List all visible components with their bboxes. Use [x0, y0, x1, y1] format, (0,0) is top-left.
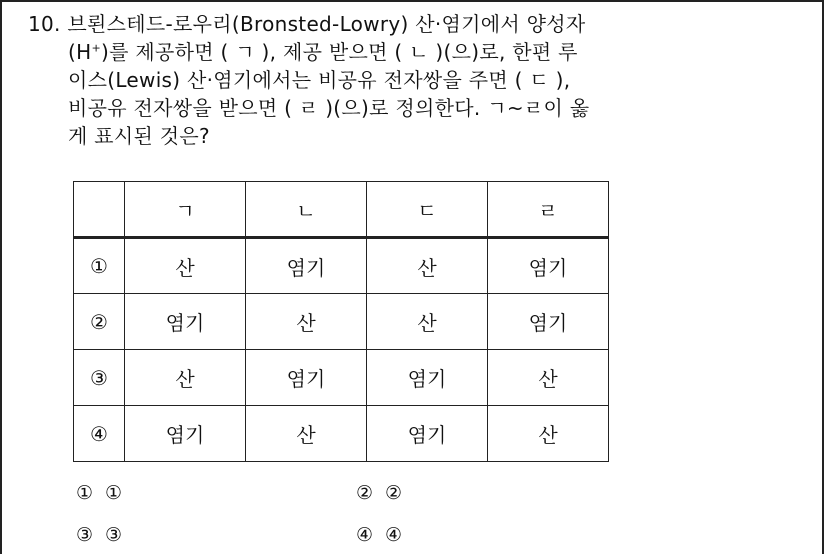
question-number: 10. [28, 12, 61, 36]
table-cell: 염기 [125, 294, 246, 350]
table-cell: 산 [125, 238, 246, 294]
table-cell: 산 [367, 294, 488, 350]
table-cell: 산 [246, 406, 367, 462]
table-cell: 염기 [367, 406, 488, 462]
table-cell: 염기 [125, 406, 246, 462]
answer-table [73, 181, 609, 462]
choice-marker: ② [356, 482, 374, 504]
question-line-1: 10. 브뢴스테드-로우리(Bronsted-Lowry) 산·염기에서 양성자 [28, 12, 586, 36]
answer-choice-4[interactable] [356, 524, 402, 546]
table-cell: 산 [125, 350, 246, 406]
row-number: ① [74, 238, 125, 294]
table-cell: 염기 [246, 350, 367, 406]
question-line-5: 게 표시된 것은? [68, 124, 210, 148]
table-cell: 산 [488, 350, 609, 406]
question-line-4: 비공유 전자쌍을 받으면 ( ㄹ )(으)로 정의한다. ㄱ~ㄹ이 옳 [68, 96, 590, 120]
question-line-3: 이스(Lewis) 산·염기에서는 비공유 전자쌍을 주면 ( ㄷ ), [68, 68, 571, 92]
row-number: ④ [74, 406, 125, 462]
choice-marker: ③ [76, 524, 94, 546]
choice-label: ④ [385, 524, 403, 546]
table-row [74, 406, 609, 462]
answer-choice-3[interactable] [76, 524, 122, 546]
table-cell: 염기 [488, 294, 609, 350]
table-header-cell [74, 182, 125, 238]
row-number: ② [74, 294, 125, 350]
question-line-2: (H+)를 제공하면 ( ㄱ ), 제공 받으면 ( ㄴ )(으)로, 한편 루 [68, 40, 578, 64]
table-header-cell: ㄹ [488, 182, 609, 238]
table-cell: 산 [488, 406, 609, 462]
question-text [28, 10, 808, 150]
table-row [74, 238, 609, 294]
table-cell: 산 [246, 294, 367, 350]
table-cell: 염기 [488, 238, 609, 294]
table-header-cell: ㄷ [367, 182, 488, 238]
table-row [74, 294, 609, 350]
table-cell: 염기 [367, 350, 488, 406]
table-cell: 염기 [246, 238, 367, 294]
answer-choice-1[interactable] [76, 482, 122, 504]
table-header-cell: ㄱ [125, 182, 246, 238]
table-row [74, 350, 609, 406]
answer-choice-2[interactable] [356, 482, 402, 504]
choice-label: ③ [105, 524, 123, 546]
table-header-row [74, 182, 609, 238]
table-header-cell: ㄴ [246, 182, 367, 238]
superscript-plus: + [91, 41, 101, 55]
row-number: ③ [74, 350, 125, 406]
choice-marker: ④ [356, 524, 374, 546]
table-cell: 산 [367, 238, 488, 294]
choice-label: ② [385, 482, 403, 504]
choice-marker: ① [76, 482, 94, 504]
choice-label: ① [105, 482, 123, 504]
